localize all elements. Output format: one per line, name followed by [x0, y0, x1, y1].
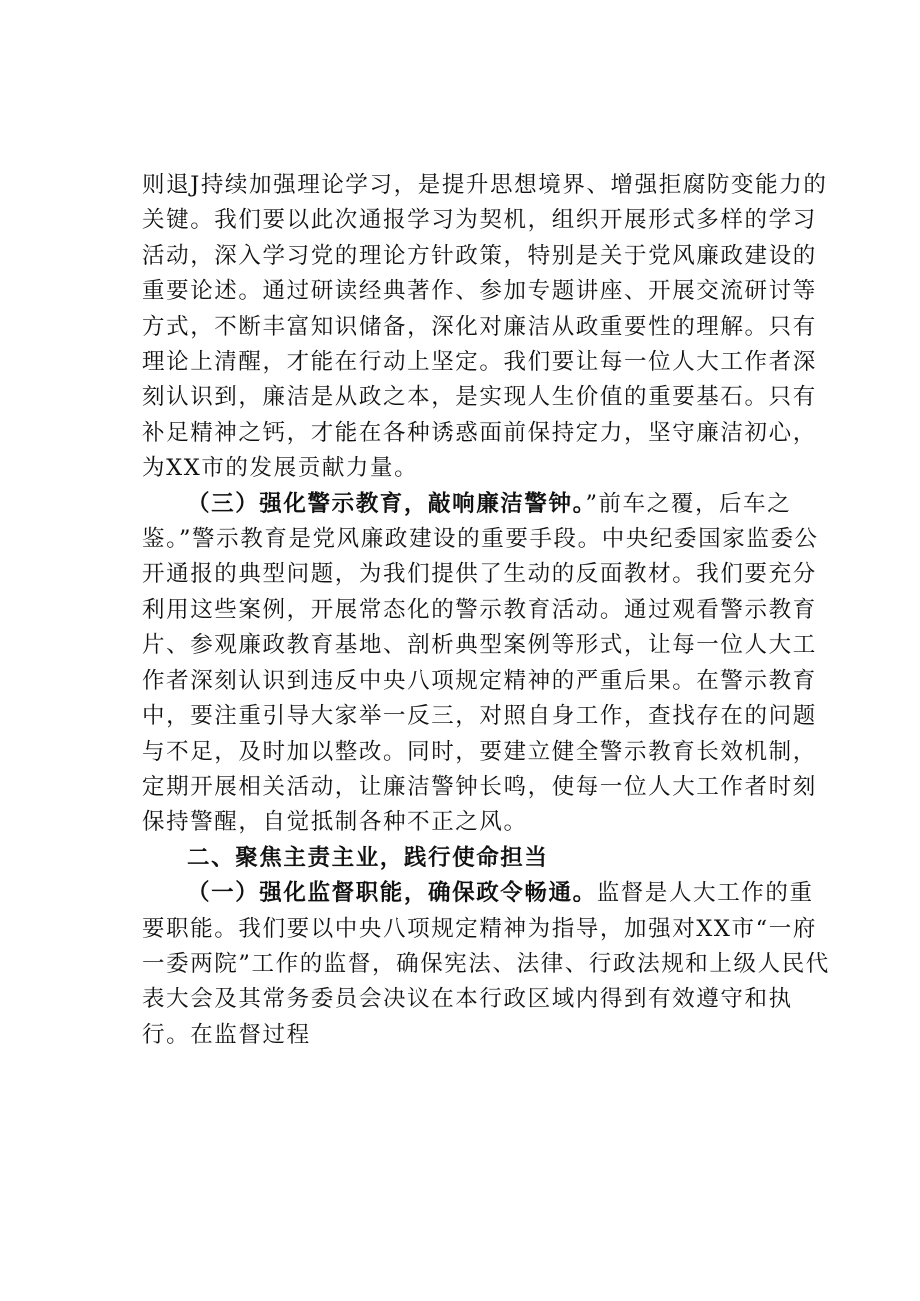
paragraph-text: ”前车之覆，后车之鉴。”警示教育是党风廉政建设的重要手段。中央纪委国家监委公开通报的典型问题，为我们提供了生动的反面教材。我们要充分利用这些案例，开展常态化的警示教育活动。通过观看警示教育片、参观廉政教育基地、剖析典型案例等形式，让每一位人大工作者深刻认识到违反中央八项规定精神的严重后果。在警示教育中，要注重引导大家举一反三，对照自身工作，查找存在的问题与不足，及时加以整改。同时，要建立健全警示教育长效机制，定期开展相关活动，让廉洁警钟长鸣，使每一位人大工作者时刻保持警醒，自觉抵制各种不正之风。 — [142, 490, 819, 836]
paragraph-theory-study — [142, 168, 832, 487]
paragraph-text: 则退J持续加强理论学习，是提升思想境界、增强拒腐防变能力的关键。我们要以此次通报学习为契机，组织开展形式多样的学习活动，深入学习党的理论方针政策，特别是关于党风廉政建设的重要论述。通过研读经典著作、参加专题讲座、开展交流研讨等方式，不断丰富知识储备，深化对廉洁从政重要性的理解。只有理论上清醒，才能在行动上坚定。我们要让每一位人大工作者深刻认识到，廉洁是从政之本，是实现人生价值的重要基石。只有补足精神之钙，才能在各种诱惑面前保持定力，坚守廉洁初心，为XX市的发展贡献力量。 — [142, 172, 828, 482]
section-title: 二、聚焦主责主业，践行使命担当 — [187, 844, 549, 871]
paragraph-text: 监督是人大工作的重要职能。我们要以中央八项规定精神为指导，加强对XX市“一府一委两院”工作的监督，确保宪法、法律、行政法规和上级人民代表大会及其常务委员会决议在本行政区域内得到有效遵守和执行。在监督过程 — [142, 880, 830, 1048]
section-heading-main-duties — [142, 841, 832, 876]
paragraph-warning-education — [142, 487, 832, 841]
section-heading-supervision: （一）强化监督职能，确保政令畅通。 — [187, 880, 597, 907]
document-body — [142, 168, 832, 1053]
paragraph-supervision — [142, 876, 832, 1053]
section-heading-warning-education: （三）强化警示教育，敲响廉洁警钟。 — [187, 490, 586, 517]
